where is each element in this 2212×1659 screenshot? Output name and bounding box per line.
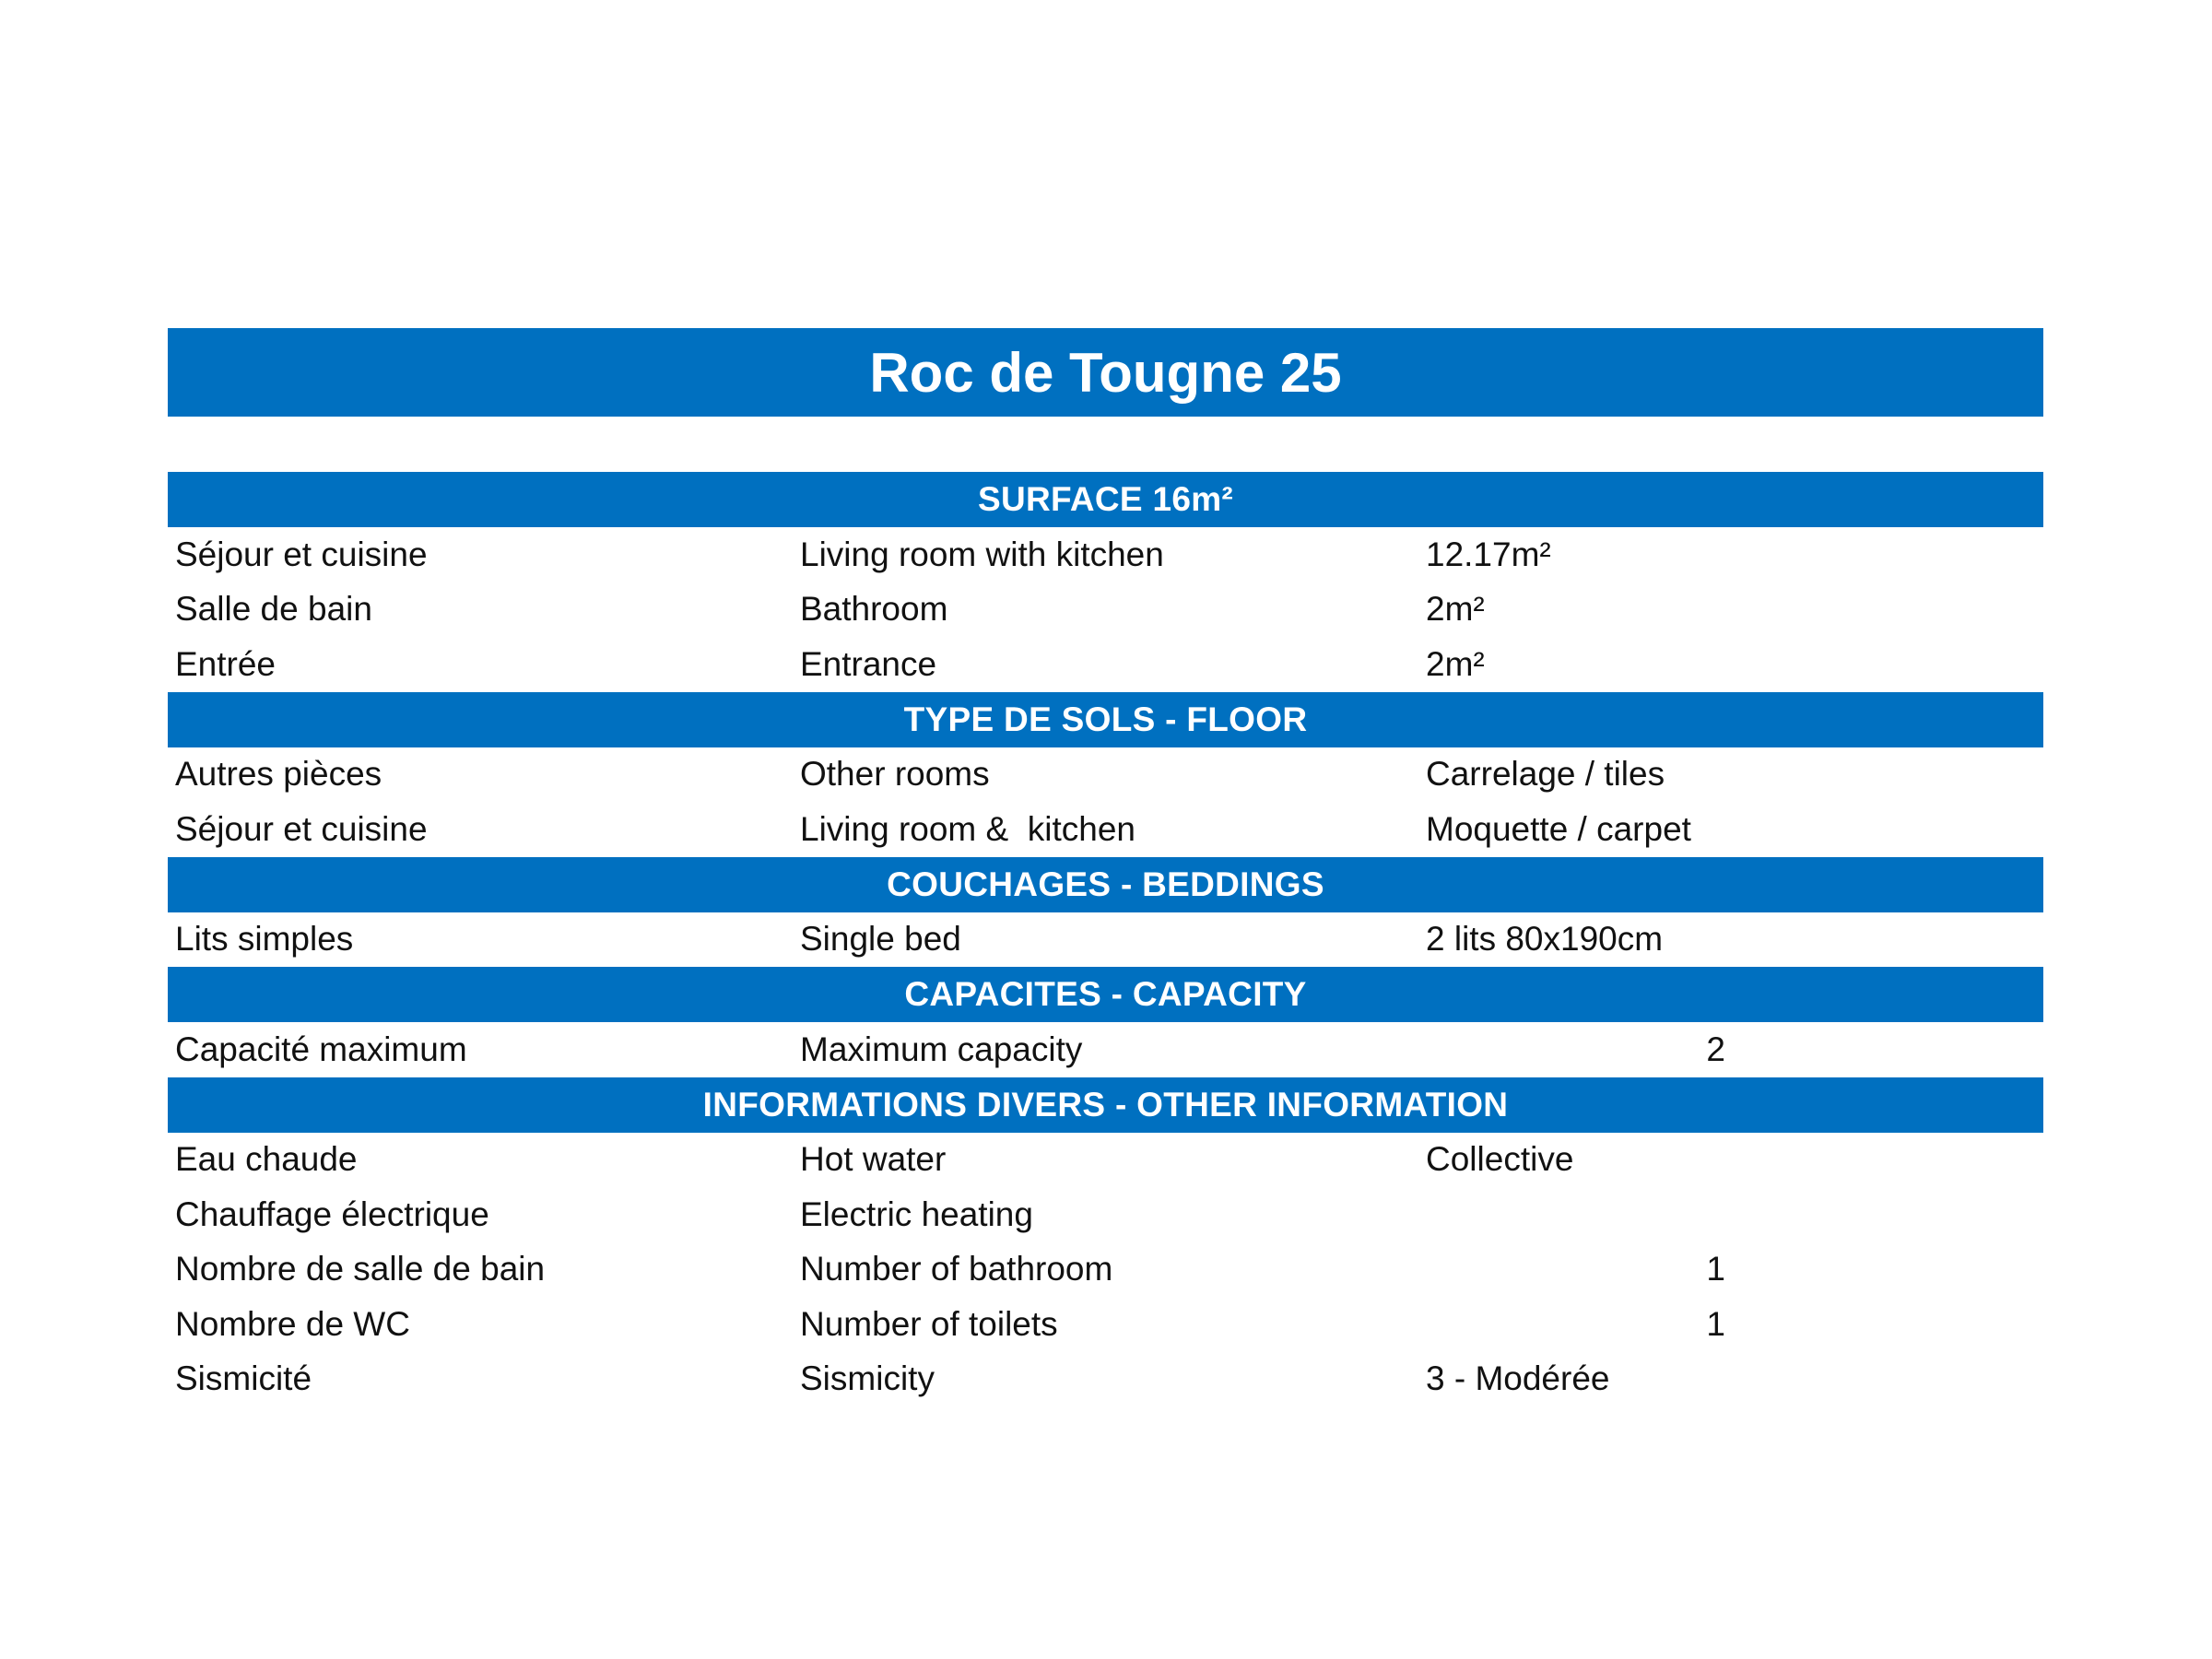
english-label: Number of toilets	[800, 1304, 1058, 1343]
table-row	[168, 1133, 2043, 1188]
french-label: Entrée	[175, 644, 276, 683]
french-label: Sismicité	[175, 1359, 312, 1398]
table-row	[168, 912, 2043, 968]
section-heading: CAPACITES - CAPACITY	[168, 967, 2043, 1022]
english-label: Sismicity	[800, 1359, 935, 1398]
english-label: Maximum capacity	[800, 1030, 1083, 1068]
french-label: Nombre de WC	[175, 1304, 410, 1343]
french-label: Séjour et cuisine	[175, 809, 428, 848]
english-label: Single bed	[800, 920, 961, 959]
table-row	[168, 637, 2043, 692]
section-heading: INFORMATIONS DIVERS - OTHER INFORMATION	[168, 1077, 2043, 1133]
french-label: Autres pièces	[175, 755, 382, 794]
value-cell: 1	[1706, 1250, 1725, 1288]
value-cell: 2	[1706, 1030, 1725, 1068]
value-cell: 2m²	[1426, 590, 1485, 629]
english-label: Electric heating	[800, 1194, 1033, 1233]
french-label: Lits simples	[175, 920, 354, 959]
table-row	[168, 527, 2043, 582]
french-label: Salle de bain	[175, 590, 372, 629]
value-cell: Carrelage / tiles	[1426, 755, 1665, 794]
table-row	[168, 1352, 2043, 1407]
table-row	[168, 802, 2043, 857]
french-label: Eau chaude	[175, 1140, 358, 1179]
value-cell: 2 lits 80x190cm	[1426, 920, 1664, 959]
value-cell: 1	[1706, 1304, 1725, 1343]
section-heading: TYPE DE SOLS - FLOOR	[168, 692, 2043, 747]
table-row	[168, 1187, 2043, 1242]
english-label: Living room with kitchen	[800, 535, 1164, 573]
french-label: Chauffage électrique	[175, 1194, 489, 1233]
value-cell: 2m²	[1426, 644, 1485, 683]
section-heading: COUCHAGES - BEDDINGS	[168, 857, 2043, 912]
english-label: Bathroom	[800, 590, 948, 629]
french-label: Nombre de salle de bain	[175, 1250, 546, 1288]
table-row	[168, 1297, 2043, 1352]
value-cell: Moquette / carpet	[1426, 809, 1691, 848]
value-cell: Collective	[1426, 1140, 1574, 1179]
english-label: Other rooms	[800, 755, 990, 794]
english-label: Entrance	[800, 644, 937, 683]
value-cell: 12.17m²	[1426, 535, 1551, 573]
section-heading: SURFACE 16m²	[168, 472, 2043, 527]
english-label: Hot water	[800, 1140, 947, 1179]
page-title: Roc de Tougne 25	[168, 328, 2043, 417]
spec-table	[168, 472, 2043, 1406]
table-row	[168, 1242, 2043, 1298]
value-cell: 3 - Modérée	[1426, 1359, 1610, 1398]
english-label: Number of bathroom	[800, 1250, 1113, 1288]
french-label: Séjour et cuisine	[175, 535, 428, 573]
table-row	[168, 747, 2043, 803]
table-row	[168, 1022, 2043, 1077]
french-label: Capacité maximum	[175, 1030, 467, 1068]
english-label: Living room & kitchen	[800, 809, 1136, 848]
table-row	[168, 582, 2043, 638]
